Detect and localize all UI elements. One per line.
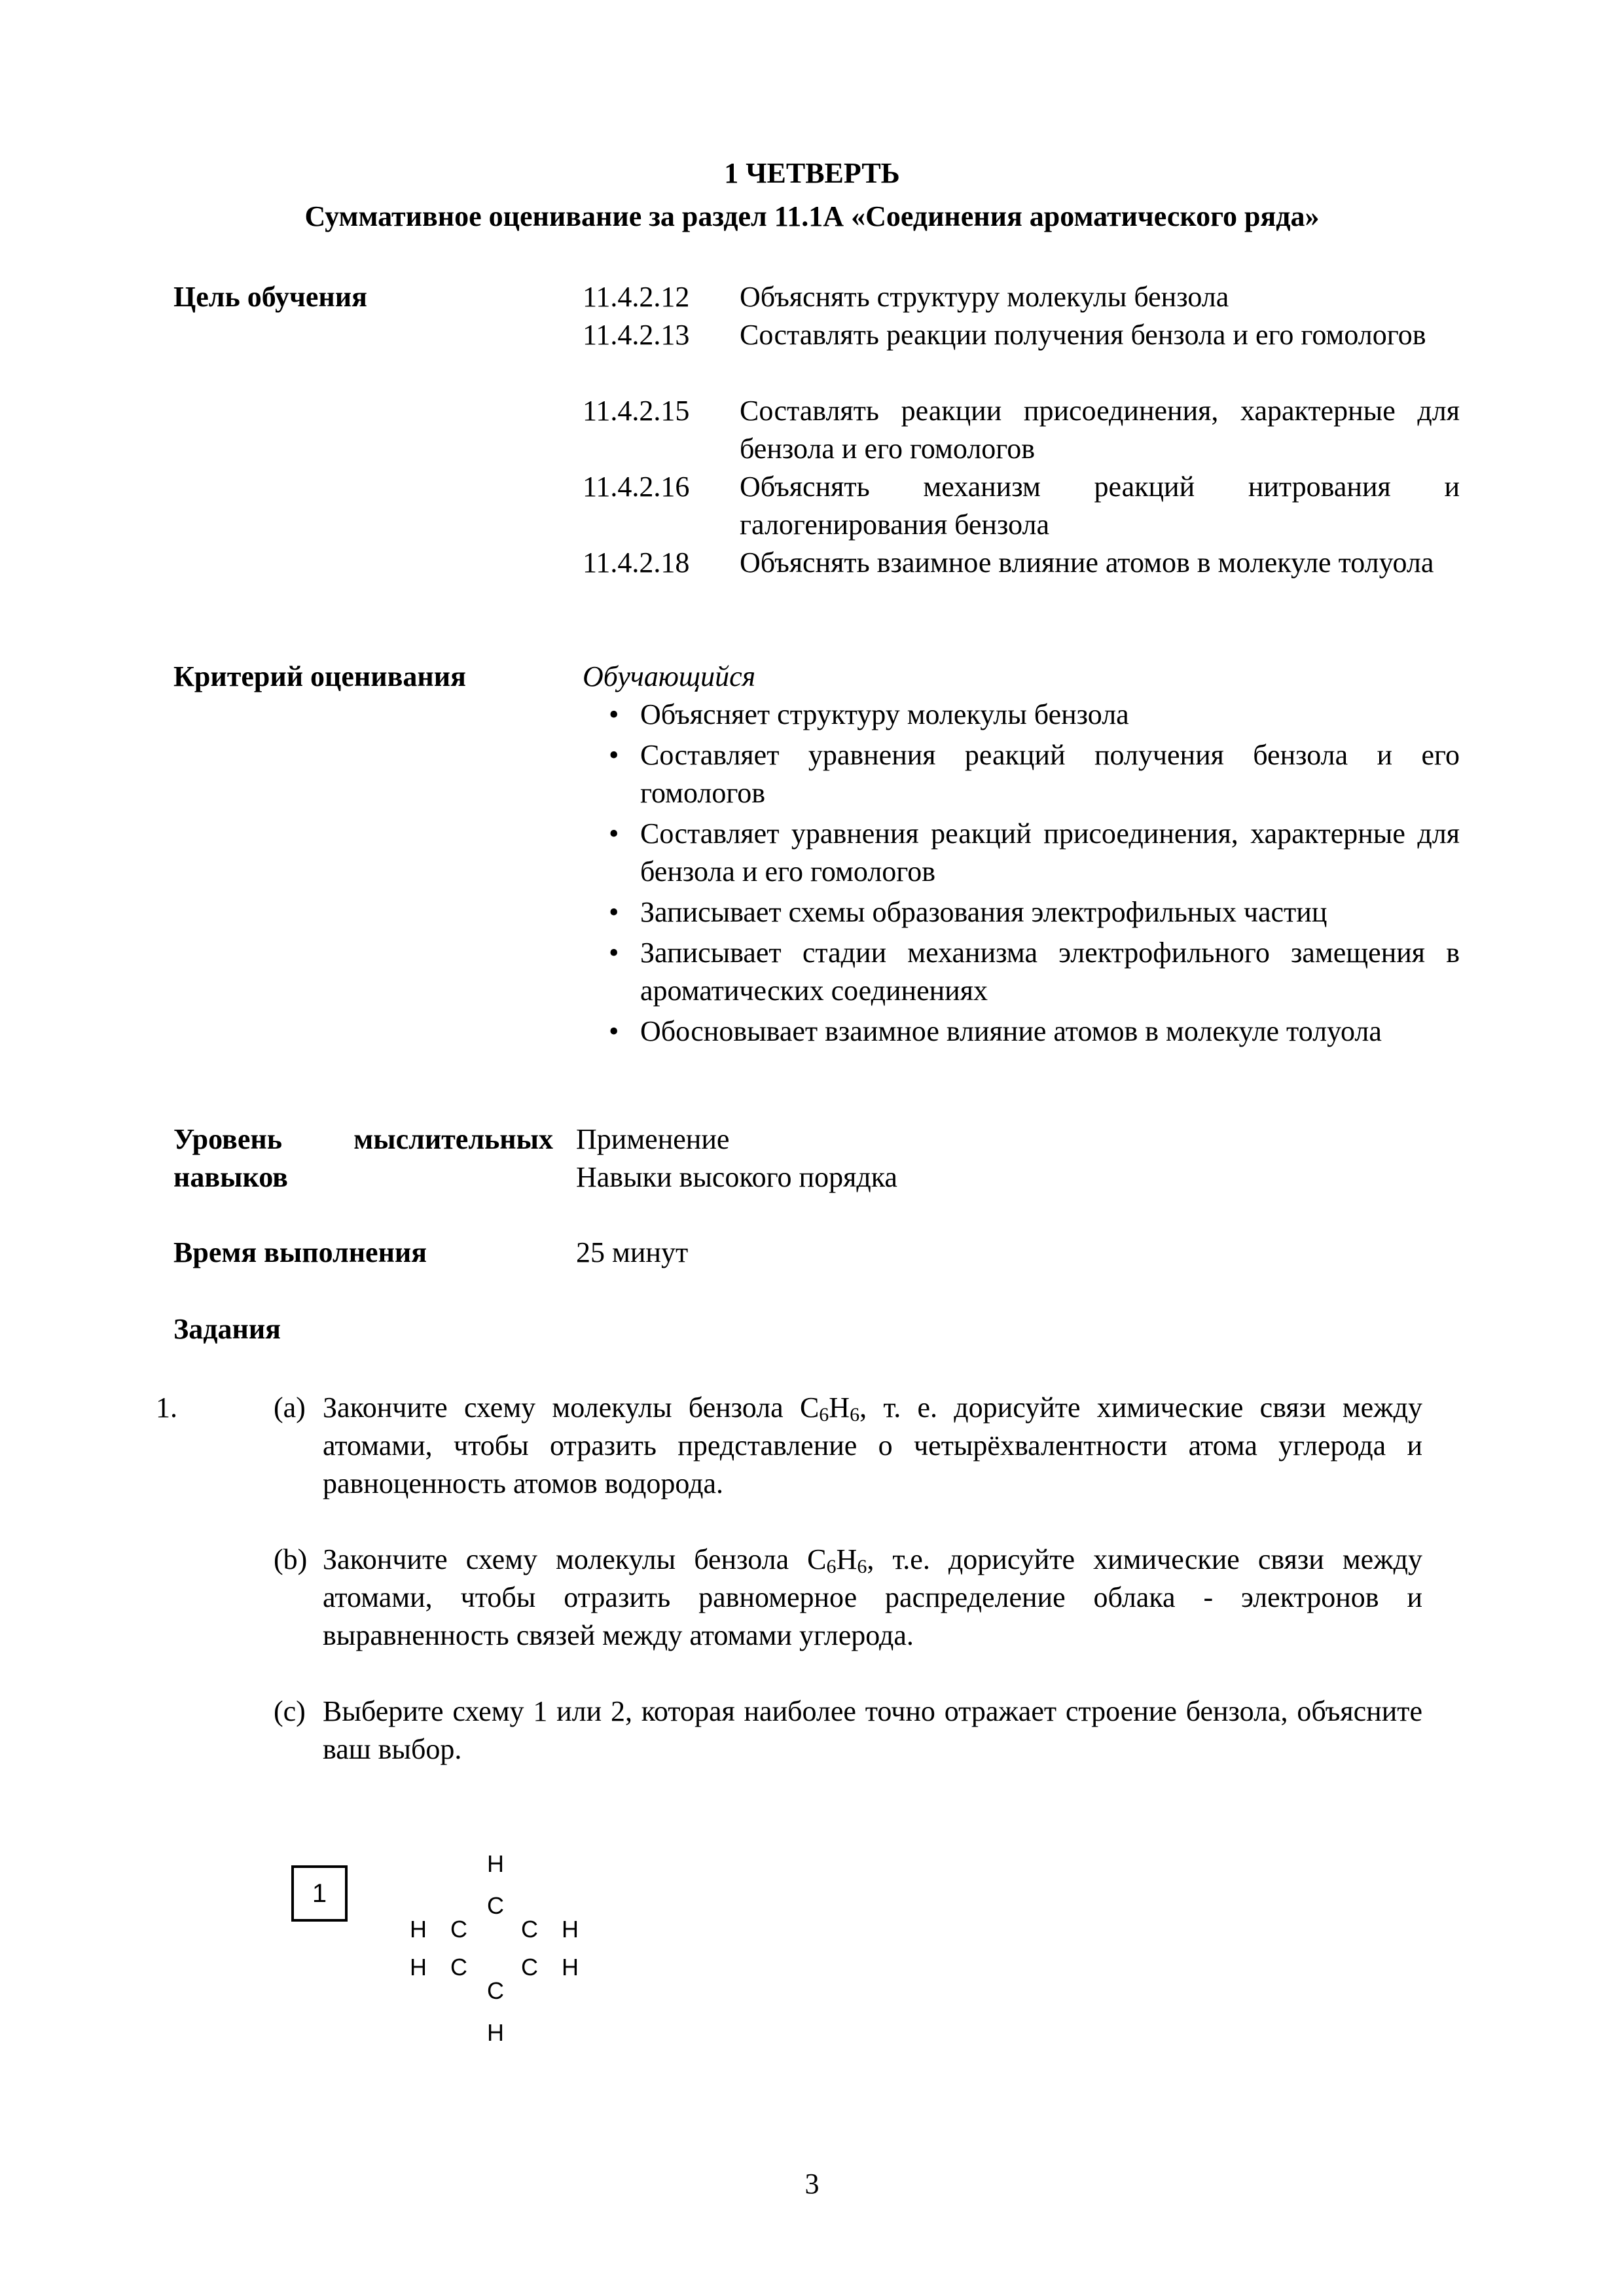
objectives-label: Цель обучения (173, 281, 367, 313)
criteria-item (583, 696, 1460, 734)
criteria-label: Критерий оценивания (173, 660, 466, 692)
page-number: 3 (804, 2168, 820, 2200)
objective-code: 11.4.2.13 (583, 319, 690, 351)
carbon-atom: C (450, 1954, 467, 1981)
criteria-item-text: Составляет уравнения реакций присоединения, характерные для бензола и его гомологов (640, 817, 1460, 888)
scheme-number-box: 1 (291, 1865, 348, 1922)
bullet-icon: • (609, 739, 619, 771)
hydrogen-atom: H (410, 1954, 427, 1981)
criteria-item (583, 736, 1460, 812)
bullet-icon: • (609, 698, 619, 730)
bullet-icon: • (609, 937, 619, 969)
page-header (0, 152, 1624, 238)
carbon-atom: C (521, 1916, 538, 1943)
objective-text: Объяснять взаимное влияние атомов в молекуле толуола (740, 547, 1434, 579)
hydrogen-atom: H (410, 1916, 427, 1943)
objective-text: Объяснять структуру молекулы бензола (740, 281, 1229, 313)
task-number: 1. (156, 1391, 177, 1424)
criteria-item-text: Записывает стадии механизма электрофильного замещения в ароматических соединениях (640, 937, 1460, 1007)
skills-label-line2: навыков (173, 1161, 288, 1193)
skills-value: Применение (576, 1123, 730, 1155)
criteria-list (583, 658, 1460, 1053)
criteria-item (583, 893, 1460, 931)
hydrogen-atom: H (487, 1850, 504, 1877)
task-c-text: Выберите схему 1 или 2, которая наиболее точно отражает строение бензола, объясните ваш выбор. (323, 1695, 1422, 1765)
carbon-atom: C (521, 1954, 538, 1981)
skills-value: Навыки высокого порядка (576, 1161, 897, 1193)
task-a-letter: (a) (274, 1391, 306, 1424)
criteria-item-text: Записывает схемы образования электрофильных частиц (640, 896, 1327, 928)
criteria-item (583, 934, 1460, 1010)
hydrogen-atom: H (487, 2019, 504, 2046)
hydrogen-atom: H (562, 1954, 579, 1981)
criteria-item-text: Составляет уравнения реакций получения бензола и его гомологов (640, 739, 1460, 809)
objective-code: 11.4.2.16 (583, 471, 690, 503)
time-label: Время выполнения (173, 1236, 427, 1268)
task-b-letter: (b) (274, 1543, 308, 1575)
carbon-atom: C (450, 1916, 467, 1943)
criteria-item-text: Обосновывает взаимное влияние атомов в молекуле толуола (640, 1015, 1382, 1047)
hydrogen-atom: H (562, 1916, 579, 1943)
carbon-atom: C (487, 1892, 504, 1919)
task-a-text: Закончите схему молекулы бензола $C_6H_6$, т. е. дорисуйте химические связи между атомами, чтобы отразить представление о четырёхвалентности атома углерода и равноценность атомов водорода. (323, 1391, 1422, 1499)
quarter-title: 1 ЧЕТВЕРТЬ (724, 157, 900, 189)
objective-code: 11.4.2.12 (583, 281, 690, 313)
criteria-item (583, 1013, 1460, 1050)
time-value: 25 минут (576, 1236, 689, 1268)
objective-text: Составлять реакции получения бензола и его гомологов (740, 319, 1426, 351)
objective-code: 11.4.2.15 (583, 395, 690, 427)
bullet-icon: • (609, 896, 619, 928)
skills-label (173, 1121, 553, 1196)
criteria-item (583, 815, 1460, 891)
carbon-atom: C (487, 1977, 504, 2004)
skills-values (576, 1121, 897, 1196)
tasks-heading: Задания (173, 1313, 281, 1345)
section-title: Суммативное оценивание за раздел 11.1А «Соединения ароматического ряда» (304, 200, 1320, 232)
bullet-icon: • (609, 1015, 619, 1047)
bullet-icon: • (609, 817, 619, 850)
objective-text: Объяснять механизм реакций нитрования и галогенирования бензола (740, 471, 1460, 541)
objective-code: 11.4.2.18 (583, 547, 690, 579)
skills-label-line1: Уровень мыслительных (173, 1123, 553, 1155)
task-b-text: Закончите схему молекулы бензола $C_6H_6$, т.е. дорисуйте химические связи между атомами, чтобы отразить равномерное распределение облака - электронов и выравненность связей между атомами углерода. (323, 1543, 1422, 1651)
objective-text: Составлять реакции присоединения, характерные для бензола и его гомологов (740, 395, 1460, 465)
criteria-intro: Обучающийся (583, 660, 756, 692)
criteria-item-text: Объясняет структуру молекулы бензола (640, 698, 1129, 730)
task-c-letter: (c) (274, 1695, 306, 1727)
